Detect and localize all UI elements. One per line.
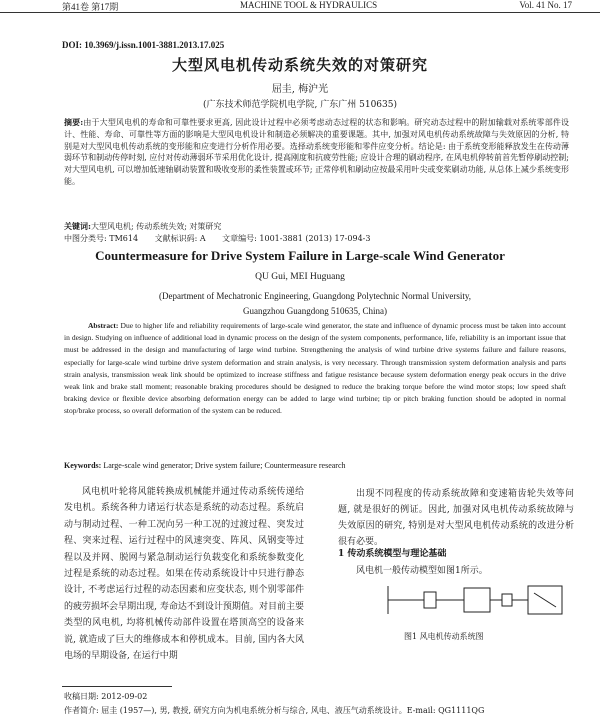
abstract-cn (64, 117, 569, 188)
generator-slash (534, 593, 556, 607)
author-bio: 作者简介: 屈圭 (1957—), 男, 教授, 研究方向为机电系统分析与综合, 风电、液压气动系统设计。E-mail: QG1111QG (64, 706, 485, 715)
paper-title-en: Countermeasure for Drive System Failure in Large-scale Wind Generator (95, 248, 505, 263)
keywords-cn-label: 关键词: (64, 221, 91, 231)
affiliation-cn: (广东技术师范学院机电学院, 广东广州 510635) (203, 100, 397, 110)
paper-title-cn: 大型风电机传动系统失效的对策研究 (171, 56, 428, 74)
gearbox (464, 588, 490, 612)
classification-line (64, 233, 384, 244)
header-journal: MACHINE TOOL & HYDRAULICS (240, 0, 378, 10)
abstract-cn-text: 由于大型风电机的寿命和可靠性要求更高, 因此设计过程中必须考虑动态过程的状态和影响。研究动态过程中的附加输载对系统零部件设计、性能、寿命、可靠性等方面的影响是大型风电机设计和制造必须解决的重要课题。其中, 加强对风电机传动系统故障与失效原因的分析, 特别是对大型风电机传动系统的变形能和应变进行分析作用必要。选择动系统变形能和零件应变分析。结论是: 由于系统变形能释放发生在传动薄弱环节和制动传停时刻, 应付对传动薄弱环节采用优化设计, 提高刚度和抗疲劳性能; 应设计合理的刷动程序, 在风电机停转前首先暂停刷动控制; 对大型风电机, 可以增加低速轴刷动装置和吸收变形的柔性装置或环节; 正常停机和刷动应按最采用叶尖或变桨刷动功能, 从总体上减少系统变形能。 (64, 118, 569, 186)
section-text: 风电机一般传动模型如图1所示。 (356, 566, 488, 576)
section-heading: 1 传动系统模型与理论基础 (338, 549, 447, 559)
keywords-en (64, 461, 346, 470)
received-date: 收稿日期: 2012-09-02 (64, 692, 148, 701)
abstract-en-text: Due to higher life and reliability requirements of large-scale wind generator, the state and influence of dynamic process must be taken into account in design. Studying on influence of additional load in dynamic process on the design of the system components, performance, life, reliability is an important issue that must be addressed in the design and manufacturing of large wind turbine. Strengthening the analysis of wind turbine drive systems failure and failure reasons, especially for large-scale wind turbine drive system deformation and strain analysis, is very necessary. Through transmission system deformation analysis and parts strain analysis, transmission weak link should be optimized to increase stiffness and fatigue resistance because system deformation energy peak occurs in the drive weak link and brake stall moment; reasonable braking procedures should be designed to reduce the braking torque before the wind motor stops; low speed shaft braking device or flexible device absorbing deformation energy can be added to large wind turbine; tip or pitch braking function should be adopted in normal stop/brake process, so overall deformation of the system can be reduced. (64, 321, 566, 416)
keywords-cn (64, 221, 221, 232)
article-number: 文章编号: 1001-3881 (2013) 17-094-3 (222, 234, 371, 243)
body-right-column: 出现不同程度的传动系统故障和变速箱齿轮失效等问题, 就是很好的例证。因此, 加强对风电机传动系统故障与失效原因的研究, 特别是对大型风电机传动系统的改进分析很有必要。 (338, 489, 574, 547)
bearing-block (424, 592, 436, 608)
authors-cn: 屈圭, 梅沪光 (271, 84, 329, 95)
affiliation-en-line1: (Department of Mechatronic Engineering, Guangdong Polytechnic Normal University, (158, 291, 472, 301)
running-header (0, 0, 600, 13)
brake-disk (502, 594, 512, 606)
header-volume-cn: 第41卷 第17期 (62, 2, 119, 12)
header-volume-en: Vol. 41 No. 17 (519, 0, 572, 10)
footnote-divider (62, 686, 172, 687)
doc-code: 文献标识码: A (154, 234, 206, 243)
keywords-en-text: Large-scale wind generator; Drive system failure; Countermeasure research (103, 461, 346, 470)
authors-en: QU Gui, MEI Huguang (255, 272, 345, 282)
figure-caption: 图1 风电机传动系统图 (404, 632, 484, 641)
keywords-cn-text: 大型风电机; 传动系统失效; 对策研究 (90, 222, 222, 231)
affiliation-en (120, 289, 510, 319)
keywords-en-label: Keywords: (64, 461, 102, 470)
abstract-en-label: Abstract: (88, 321, 119, 330)
clc-number: 中图分类号: TM614 (64, 234, 139, 243)
body-left-column: 风电机叶轮将风能转换成机械能并通过传动系统传递给发电机。系统各种力诸运行状态是系统的动态过程。系统启动与制动过程、一种工况向另一种工况的过渡过程、突发过程、突来过程、运行过程中的风速突变、阵风、风钢变等过程以及并网、脱网与紧急制动运行负载变化和系统参数变化过程是系统的动态过程。如果在传动系统设计中只进行静态设计, 不考虑运行过程的动态因素和应变状态, 则个别零部件的疲劳损坏会早期出现, 寿命达不到设计预期值。对目前主要类型的风电机, 均将机械传动部件设置在塔顶高空的设备来说, 就造成了巨大的维修成本和停机成本。目前, 国内各大风电场的早期设备, 在运行中期 (64, 487, 304, 662)
doi: DOI: 10.3969/j.issn.1001-3881.2013.17.025 (62, 40, 225, 50)
abstract-cn-label: 摘要: (64, 117, 84, 127)
abstract-en (64, 320, 566, 418)
drive-system-diagram (384, 580, 574, 620)
affiliation-en-line2: Guangzhou Guangdong 510635, China) (243, 306, 387, 316)
